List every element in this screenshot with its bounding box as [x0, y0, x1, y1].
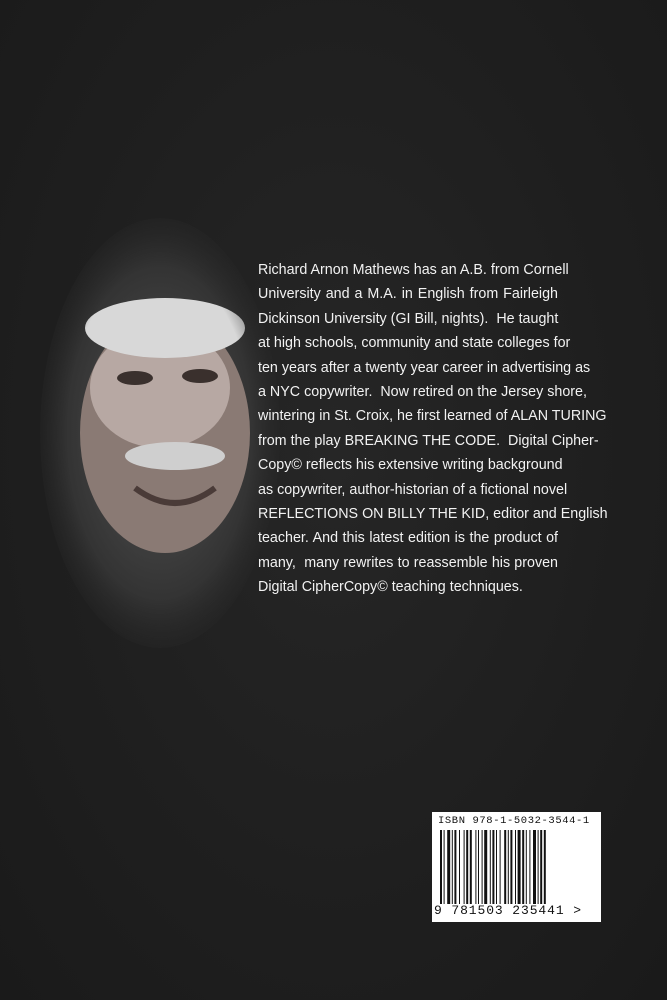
barcode-bar [440, 830, 442, 904]
barcode-bar [540, 830, 542, 904]
barcode-bar [482, 830, 483, 904]
barcode-bar [475, 830, 476, 904]
barcode-bar [515, 830, 516, 904]
barcode-bar [522, 830, 524, 904]
barcode-bar [454, 830, 456, 904]
isbn-barcode [432, 812, 601, 922]
bio-line: a NYC copywriter. Now retired on the Jersey shore, [258, 384, 587, 401]
bio-line: Digital CipherCopy© teaching techniques. [258, 579, 523, 596]
bio-line: as copywriter, author-historian of a fictional novel [258, 481, 568, 498]
barcode-bar [496, 830, 497, 904]
barcode-bar [444, 830, 445, 904]
bio-line: University and a M.A. in English from Fairleigh [258, 286, 558, 303]
barcode-bar [526, 830, 527, 904]
bio-line: REFLECTIONS ON BILLY THE KID, editor and English [258, 506, 608, 523]
barcode-bar [459, 830, 460, 904]
barcode-bar [478, 830, 479, 904]
barcode-bar [447, 830, 450, 904]
bio-line: teacher. And this latest edition is the product of [258, 530, 558, 547]
barcode-digits: 9 781503 235441 > [434, 903, 582, 918]
barcode-bar [466, 830, 468, 904]
bio-line: Richard Arnon Mathews has an A.B. from Cornell [258, 262, 569, 278]
barcode-bar [518, 830, 521, 904]
barcode-bar [484, 830, 487, 904]
barcode-bar [504, 830, 506, 904]
bio-line: at high schools, community and state colleges for [258, 335, 571, 352]
barcode-bar [533, 830, 536, 904]
author-bio [258, 258, 608, 600]
bio-line: from the play BREAKING THE CODE. Digital Cipher- [258, 432, 599, 449]
bio-line: many, many rewrites to reassemble his proven [258, 554, 558, 571]
isbn-label: ISBN 978-1-5032-3544-1 [438, 815, 590, 827]
barcode-bar [510, 830, 512, 904]
bio-line: Dickinson University (GI Bill, nights). He taught [258, 310, 559, 327]
barcode-bar [538, 830, 539, 904]
barcode-bar [452, 830, 453, 904]
barcode-bar [490, 830, 491, 904]
barcode-bar [508, 830, 509, 904]
bio-line: ten years after a twenty year career in advertising as [258, 359, 591, 376]
bio-line: wintering in St. Croix, he first learned of ALAN TURING [258, 408, 607, 425]
barcode-bar [544, 830, 546, 904]
barcode-bar [492, 830, 494, 904]
barcode-bar [500, 830, 501, 904]
bio-line: Copy© reflects his extensive writing background [258, 457, 563, 474]
barcode-bars [438, 830, 595, 904]
barcode-bar [529, 830, 530, 904]
barcode-bar [464, 830, 465, 904]
author-portrait [40, 218, 280, 648]
barcode-bar [470, 830, 472, 904]
